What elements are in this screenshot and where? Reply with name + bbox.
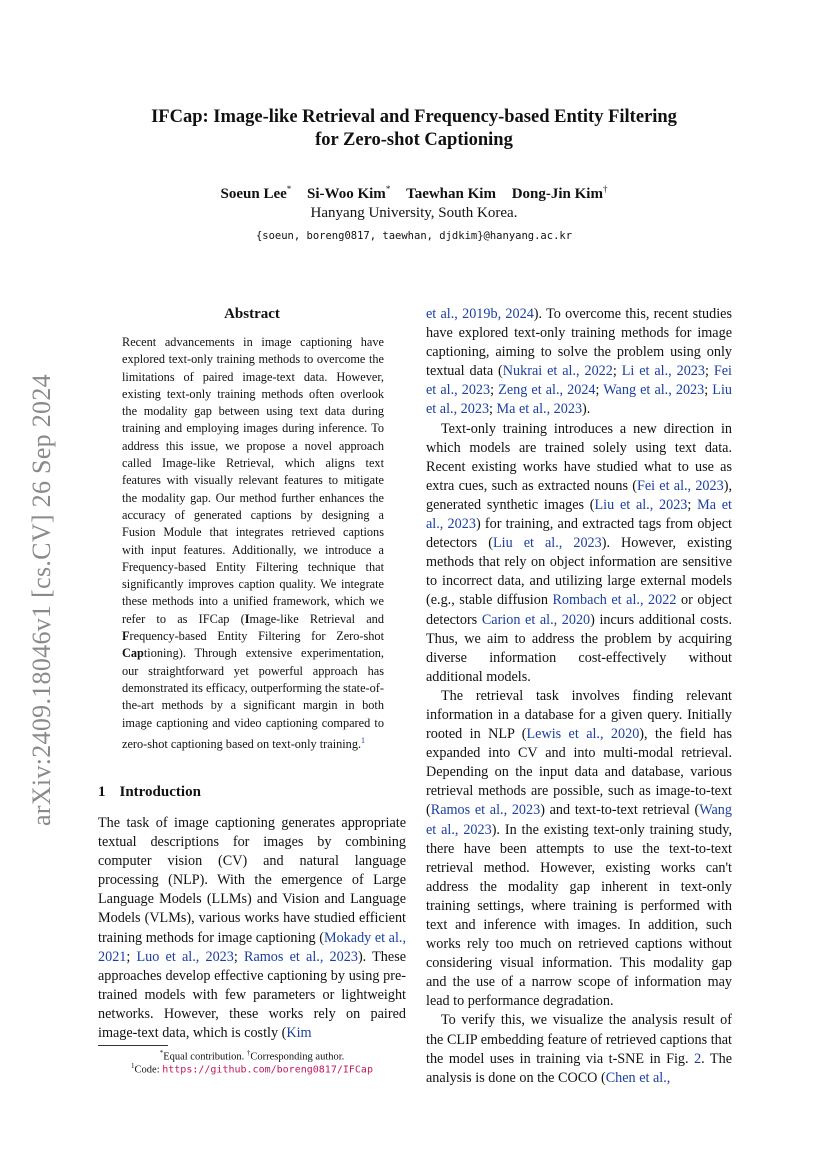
- intro-paragraph: The task of image captioning generates appropriate textual descriptions for images by combining computer vision (CV) and natural language processing (NLP). With the emergence of Large Language Models (LLMs) and Vision and Language Models (VLMs), various works have studied efficient training methods for image captioning (Mokady et al., 2021; Luo et al., 2023; Ramos et al., 2023). These approaches develop effective captioning by using pre-trained models with few parameters or lightweight networks. However, these works rely on paired image-text data, which is costly (Kim: [98, 815, 407, 1042]
- citation-link[interactable]: Ma et al., 2023: [496, 401, 583, 418]
- abstract-body: Recent advancements in image captioning have explored text-only training methods to overcome the limitations of paired image-text data. However, existing text-only training methods often overlook the modality gap between using text data during training and employing images during inference. To address this issue, we propose a novel approach called Image-like Retrieval, which aligns text features with visually relevant features to mitigate the modality gap. Our method further enhances the accuracy of generated captions by designing a Fusion Module that integrates retrieved captions with input features. Additionally, we introduce a Frequency-based Entity Filtering technique that significantly improves caption quality. We integrate these methods into a unified framework, which we refer to as IFCap (Image-like Retrieval and Frequency-based Entity Filtering for Zero-shot Captioning). Through extensive experimentation, our straightforward yet powerful approach has demonstrated its efficacy, outperforming the state-of-the-art methods by a significant margin in both image captioning and video captioning compared to zero-shot captioning based on text-only training.$^1$: [122, 335, 384, 751]
- paragraph: et al., 2019b, 2024). To overcome this, recent studies have explored text-only training methods for image captioning, aiming to solve the problem using only textual data (Nukrai et al., 2022; Li et al., 2023; Fei et al., 2023; Zeng et al., 2024; Wang et al., 2023; Liu et al., 2023; Ma et al., 2023).: [426, 306, 732, 418]
- title-line-2: for Zero-shot Captioning: [315, 130, 513, 150]
- arxiv-stamp-text: arXiv:2409.18046v1 [cs.CV] 26 Sep 2024: [27, 374, 56, 826]
- footnote-contribution: *Equal contribution. †Corresponding author.: [159, 1049, 345, 1063]
- footnote-code: $^1$Code: https://github.com/boreng0817/IFCap: [131, 1062, 373, 1076]
- paper-title: [0, 106, 828, 152]
- citation-link[interactable]: Nukrai et al., 2022: [502, 363, 613, 380]
- paragraph: Text-only training introduces a new direction in which models are trained solely using text data. Recent existing works have studied what to use as extra cues, such as extracted nouns (Fei et al., 2023), generated synthetic images (Liu et al., 2023; Ma et al., 2023) for training, and extracted tags from object detectors (Liu et al., 2023). However, existing methods that rely on object information are sensitive to incorrect data, and utilizing large external models (e.g., stable diffusion Rombach et al., 2022 or object detectors Carion et al., 2020) incurs additional costs. Thus, we aim to address the problem by acquiring diverse information cost-effectively without additional models.: [426, 420, 733, 685]
- citation-link[interactable]: Wang et al., 2023: [603, 382, 705, 399]
- affiliation: Hanyang University, South Korea.: [310, 205, 518, 221]
- citation-link[interactable]: Fei et al., 2023: [426, 363, 732, 399]
- citation-link[interactable]: Carion et al., 2020: [481, 611, 591, 628]
- paragraph: To verify this, we visualize the analysis result of the CLIP embedding feature of retrieved captions that the model uses in training via t-SNE in Fig. 2. The analysis is done on the COCO (Chen et al.,: [426, 1012, 732, 1086]
- section-heading-introduction: 1 Introduction: [98, 784, 201, 800]
- title-line-1: IFCap: Image-like Retrieval and Frequency-based Entity Filtering: [151, 107, 677, 127]
- citation-link[interactable]: Ma et al., 2023: [426, 496, 732, 533]
- citation-link[interactable]: Liu et al., 2023: [594, 496, 688, 513]
- citation-link[interactable]: Ramos et al., 2023: [244, 948, 358, 965]
- citation-link[interactable]: Zeng et al., 2024: [498, 382, 596, 399]
- author: Si-Woo Kim*: [307, 184, 391, 202]
- citation-link[interactable]: Kim: [286, 1025, 312, 1042]
- figure-ref-link[interactable]: 2: [694, 1050, 702, 1067]
- author-list: [0, 184, 828, 203]
- abstract-heading: Abstract: [224, 306, 280, 322]
- citation-link[interactable]: Chen et al.,: [605, 1069, 671, 1086]
- citation-link[interactable]: Luo et al., 2023: [136, 948, 234, 965]
- citation-link[interactable]: Wang et al., 2023: [426, 802, 732, 838]
- code-url-link[interactable]: https://github.com/boreng0817/IFCap: [162, 1064, 373, 1076]
- citation-link[interactable]: Liu et al., 2023: [426, 382, 732, 418]
- citation-link[interactable]: Li et al., 2023: [621, 363, 705, 380]
- paragraph: The retrieval task involves finding relevant information in a database for a given query. Initially rooted in NLP (Lewis et al., 2020), the field has expanded into CV and into multi-modal retrieval. Depending on the input data and database, various retrieval methods are possible, such as image-to-text (Ramos et al., 2023) and text-to-text retrieval (Wang et al., 2023). In the existing text-only training study, there have been attempts to use the text-to-text retrieval method. However, existing works can't address the modality gap inherent in text-only training settings, where training is performed with text and inference with images. In addition, such works rely too much on retrieved captions without considering visual information. This modality gap and the use of a narrow scope of information may lead to performance degradation.: [426, 687, 733, 1010]
- citation-link[interactable]: et al., 2019b, 2024: [426, 306, 534, 322]
- arxiv-stamp: [12, 360, 72, 840]
- author: Dong-Jin Kim†: [511, 184, 608, 202]
- author-emails: {soeun, boreng0817, taewhan, djdkim}@hanyang.ac.kr: [255, 230, 573, 242]
- citation-link[interactable]: Lewis et al., 2020: [526, 726, 640, 743]
- author: Taewhan Kim: [406, 186, 496, 202]
- citation-link[interactable]: Ramos et al., 2023: [430, 802, 541, 819]
- citation-link[interactable]: Liu et al., 2023: [492, 535, 602, 552]
- author: Soeun Lee*: [220, 184, 292, 202]
- citation-link[interactable]: Rombach et al., 2022: [552, 592, 677, 609]
- right-column: [426, 305, 732, 1088]
- footnote-rule: [98, 1045, 168, 1046]
- footnote-ref[interactable]: 1: [361, 735, 366, 745]
- citation-link[interactable]: Mokady et al., 2021: [98, 929, 407, 965]
- citation-link[interactable]: Fei et al., 2023: [636, 477, 724, 494]
